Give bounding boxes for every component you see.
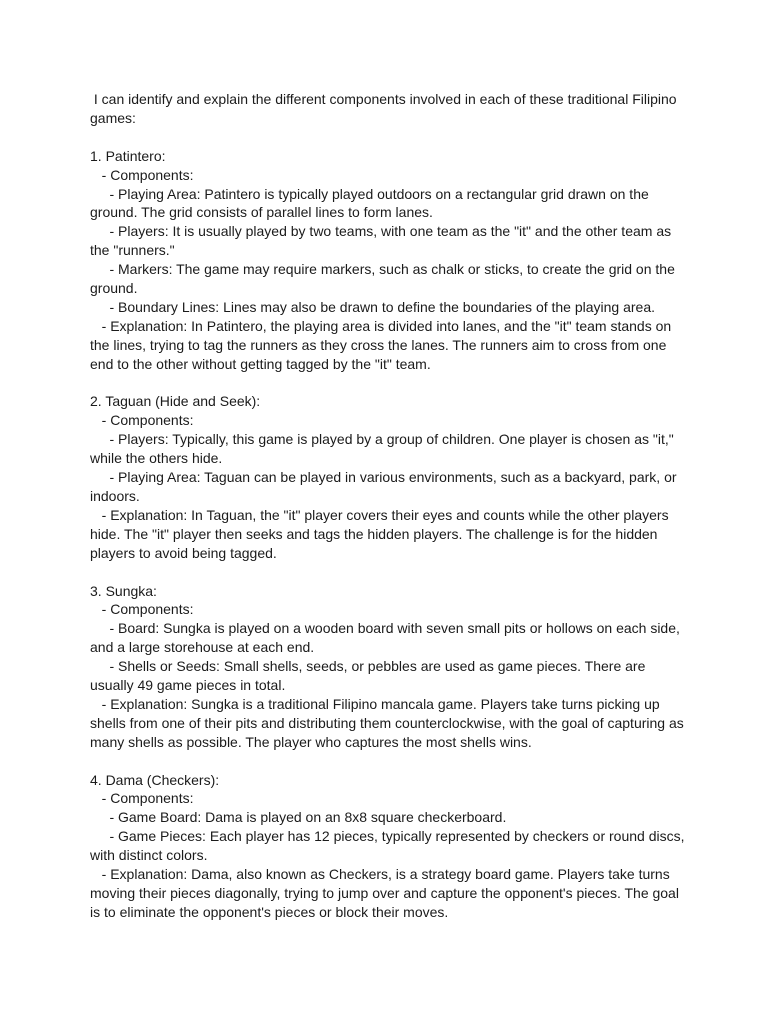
spacer	[90, 563, 690, 582]
components-label: - Components:	[90, 601, 194, 618]
explanation: - Explanation: Sungka is a traditional Filipino mancala game. Players take turns picking up shells from one of their pits and distributing them counterclockwise, with the goal of capturing as many shells as possible. The player who captures the most shells wins.	[90, 695, 688, 750]
component-item: - Boundary Lines: Lines may also be drawn to define the boundaries of the playing area.	[90, 298, 656, 315]
spacer	[90, 128, 690, 147]
section-sungka	[90, 582, 690, 752]
component-item: - Players: It is usually played by two teams, with one team as the "it" and the other team as the "runners."	[90, 223, 675, 259]
section-heading: 2. Taguan (Hide and Seek):	[90, 393, 261, 410]
component-item: - Playing Area: Patintero is typically played outdoors on a rectangular grid drawn on the ground. The grid consists of parallel lines to form lanes.	[90, 185, 653, 221]
section-heading: 4. Dama (Checkers):	[90, 771, 220, 788]
spacer	[90, 752, 690, 771]
explanation: - Explanation: In Patintero, the playing area is divided into lanes, and the "it" team stands on the lines, trying to tag the runners as they cross the lanes. The runners aim to cross from one end to the other without getting tagged by the "it" team.	[90, 317, 676, 372]
component-item: - Playing Area: Taguan can be played in various environments, such as a backyard, park, or indoors.	[90, 469, 681, 504]
explanation: - Explanation: In Taguan, the "it" player covers their eyes and counts while the other players hide. The "it" player then seeks and tags the hidden players. The challenge is for the hidden players to avoid being tagged.	[90, 506, 673, 561]
components-label: - Components:	[90, 166, 194, 183]
component-item: - Game Pieces: Each player has 12 pieces, typically represented by checkers or round discs, with distinct colors.	[90, 828, 689, 864]
intro-paragraph: I can identify and explain the different components involved in each of these traditional Filipino games:	[90, 91, 681, 126]
component-item: - Markers: The game may require markers, such as chalk or sticks, to create the grid on the ground.	[90, 261, 679, 297]
section-heading: 3. Sungka:	[90, 582, 157, 599]
component-item: - Board: Sungka is played on a wooden board with seven small pits or hollows on each side, and a large storehouse at each end.	[90, 620, 684, 656]
document-page	[90, 90, 690, 922]
spacer	[90, 374, 690, 393]
section-heading: 1. Patintero:	[90, 147, 166, 164]
component-item: - Shells or Seeds: Small shells, seeds, or pebbles are used as game pieces. There are usually 49 game pieces in total.	[90, 658, 650, 694]
component-item: - Players: Typically, this game is played by a group of children. One player is chosen as "it," while the others hide.	[90, 431, 678, 467]
components-label: - Components:	[90, 790, 194, 807]
section-dama	[90, 771, 690, 922]
components-label: - Components:	[90, 412, 194, 429]
component-item: - Game Board: Dama is played on an 8x8 square checkerboard.	[90, 809, 507, 826]
section-taguan	[90, 392, 690, 562]
section-patintero	[90, 147, 690, 374]
explanation: - Explanation: Dama, also known as Checkers, is a strategy board game. Players take turns moving their pieces diagonally, trying to jump over and capture the opponent's pieces. The goal is to eliminate the opponent's pieces or block their moves.	[90, 866, 683, 920]
